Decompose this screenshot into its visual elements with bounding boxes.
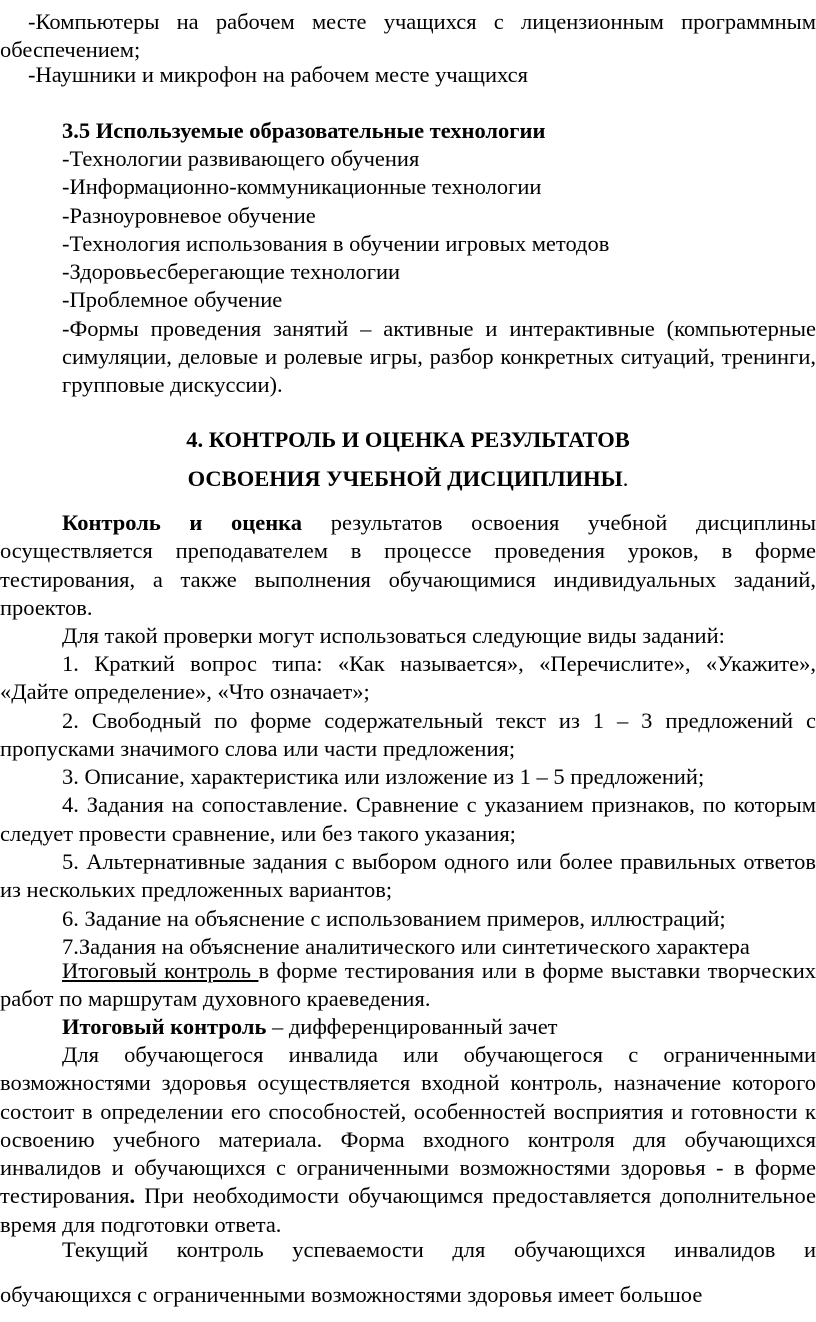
equipment-item-headphones: -Наушники и микрофон на рабочем месте учащихся — [28, 62, 528, 87]
technology-item: -Здоровьесберегающие технологии — [62, 259, 401, 285]
final-control-text: в форме тестирования или в форме выставки творческих работ по маршрутам духовного краеведения. — [0, 958, 816, 1012]
disabled-students-text-2: При необходимости обучающимся предоставляется дополнительное время для подготовки ответа. — [0, 1183, 816, 1237]
technology-item: -Формы проведения занятий – активные и интерактивные (компьютерные симуляции, деловые и ролевые игры, разбор конкретных ситуаций, тренинги, групповые дискуссии). — [62, 315, 816, 398]
disabled-students-dot: . — [129, 1183, 136, 1209]
task-item: 2. Свободный по форме содержательный текст из 1 – 3 предложений с пропусками значимого слова или части предложения; — [0, 707, 816, 761]
technologies-list — [62, 145, 816, 400]
technology-item: -Разноуровневое обучение — [62, 202, 316, 228]
technology-item: -Информационно-коммуникационные технологии — [62, 174, 542, 200]
final-control-type-bold: Итоговый контроль — [62, 1014, 267, 1039]
final-control-underlined: Итоговый контроль — [62, 958, 259, 983]
control-intro-bold: Контроль и оценка — [62, 510, 303, 535]
technology-item: -Технология использования в обучении игровых методов — [62, 230, 610, 256]
task-item: 5. Альтернативные задания с выбором одного или более правильных ответов из нескольких предложенных вариантов; — [0, 849, 816, 903]
tasks-list — [0, 650, 816, 961]
section-4-title-line1: 4. КОНТРОЛЬ И ОЦЕНКА РЕЗУЛЬТАТОВ — [186, 427, 630, 452]
task-item: 1. Краткий вопрос типа: «Как называется», «Перечислите», «Укажите», «Дайте определение», «Что означает»; — [0, 651, 816, 705]
section-3-5-heading: 3.5 Используемые образовательные технологии — [62, 118, 546, 143]
control-intro-paragraph — [0, 509, 816, 622]
section-4-title-dot: . — [622, 466, 629, 491]
disabled-students-text: Для обучающегося инвалида или обучающегося с ограниченными возможностями здоровья осуществляется входной контроль, назначение которого состоит в определении его способностей, особенностей восприятия и готовности к освоению учебного материала. Форма входного контроля для обучающихся инвалидов и обучающихся с ограниченными возможностями здоровья - в форме тестирования — [0, 1042, 816, 1209]
final-control-paragraph — [0, 957, 816, 1014]
current-control-line1: Текущий контроль успеваемости для обучающихся инвалидов и — [62, 1237, 816, 1262]
task-item: 6. Задание на объяснение с использованием примеров, иллюстраций; — [62, 905, 726, 931]
task-item: 7.Задания на объяснение аналитического или синтетического характера — [62, 933, 750, 959]
current-control-line2: обучающихся с ограниченными возможностями здоровья имеет большое — [0, 1282, 703, 1307]
task-item: 4. Задания на сопоставление. Сравнение с указанием признаков, по которым следует провести сравнение, или без такого указания; — [0, 792, 816, 846]
final-control-type-text: – дифференцированный зачет — [266, 1014, 558, 1039]
task-item: 3. Описание, характеристика или изложение из 1 – 5 предложений; — [62, 764, 705, 790]
section-4-title-line2 — [0, 465, 816, 493]
control-intro-text: результатов освоения учебной дисциплины осуществляется преподавателем в процессе проведения уроков, в форме тестирования, а также выполнения обучающимися индивидуальных заданий, проектов. — [0, 510, 816, 620]
technology-item: -Проблемное обучение — [62, 287, 283, 313]
final-control-type — [0, 1013, 816, 1041]
equipment-item-computers: -Компьютеры на рабочем месте учащихся с лицензионным программным обеспечением; — [0, 9, 816, 63]
tasks-lead: Для такой проверки могут использоваться следующие виды заданий: — [62, 623, 725, 648]
disabled-students-paragraph — [0, 1041, 816, 1239]
technology-item: -Технологии развивающего обучения — [62, 146, 420, 171]
section-4-title-text: ОСВОЕНИЯ УЧЕБНОЙ ДИСЦИПЛИНЫ — [187, 466, 623, 491]
